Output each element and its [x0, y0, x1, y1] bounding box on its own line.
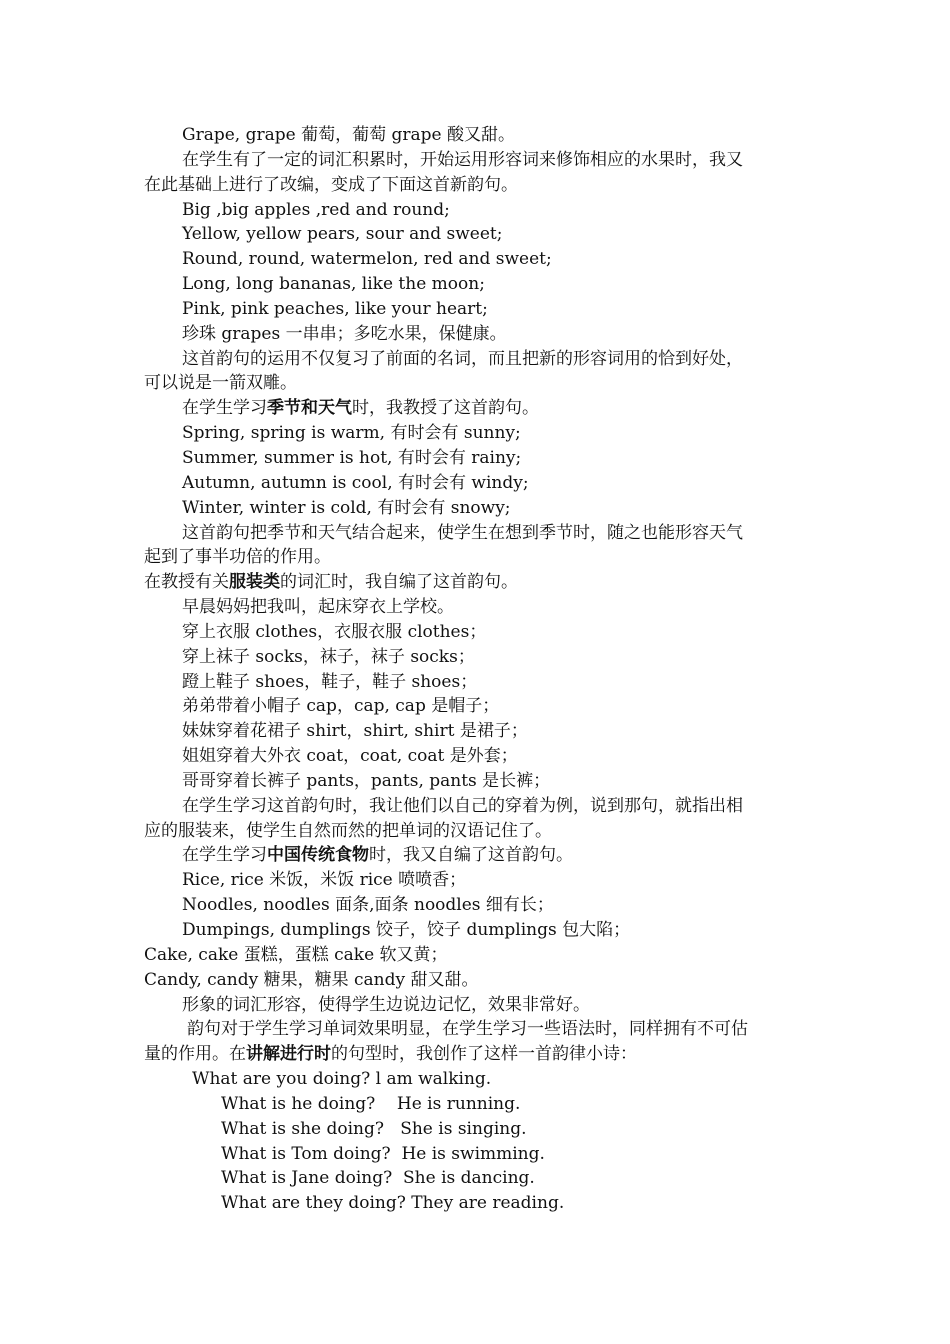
text-line: Yellow, yellow pears, sour and sweet;	[182, 224, 503, 245]
text-line: Dumpings, dumplings 饺子，饺子 dumplings 包大陷；	[182, 920, 631, 940]
poem-line: What are you doing? l am walking.	[192, 1069, 492, 1090]
text-segment: 时，我又自编了这首韵句。	[369, 845, 573, 866]
text-line: 起到了事半功倍的作用。	[144, 547, 331, 568]
poem-line: What are they doing? They are reading.	[221, 1193, 565, 1214]
text-line: 妹妹穿着花裙子 shirt，shirt, shirt 是裙子；	[182, 721, 528, 742]
text-segment: 在学生学习	[182, 845, 267, 866]
bold-keyword: 中国传统食物	[267, 845, 369, 866]
text-line: 这首韵句的运用不仅复习了前面的名词，而且把新的形容词用的恰到好处，	[182, 348, 743, 369]
text-line: 形象的词汇形容，使得学生边说边记忆，效果非常好。	[182, 994, 590, 1015]
text-segment: 的词汇时，我自编了这首韵句。	[280, 572, 518, 593]
text-line: 在此基础上进行了改编，变成了下面这首新韵句。	[144, 174, 518, 195]
bold-keyword: 服装类	[229, 572, 280, 593]
text-line: Candy, candy 糖果，糖果 candy 甜又甜。	[144, 969, 479, 990]
text-line: 穿上袜子 socks，袜子，袜子 socks；	[182, 646, 475, 667]
text-line: 应的服装来，使学生自然而然的把单词的汉语记住了。	[144, 820, 552, 841]
poem-line: What is she doing? She is singing.	[221, 1118, 527, 1139]
text-line: Cake, cake 蛋糕，蛋糕 cake 软又黄；	[144, 944, 448, 965]
text-line-with-bold	[144, 396, 812, 421]
text-line: Rice, rice 米饭，米饭 rice 喷喷香；	[182, 870, 467, 891]
text-line-with-bold	[144, 570, 812, 595]
text-line: 蹬上鞋子 shoes，鞋子，鞋子 shoes；	[182, 671, 478, 692]
text-line: 哥哥穿着长裤子 pants，pants, pants 是长裤；	[182, 770, 551, 791]
text-line: 姐姐穿着大外衣 coat，coat, coat 是外套；	[182, 746, 518, 767]
text-line: Noodles, noodles 面条,面条 noodles 细有长；	[182, 895, 554, 916]
text-line-with-bold	[144, 843, 812, 868]
poem-line: What is Jane doing? She is dancing.	[221, 1168, 535, 1189]
text-line: Autumn, autumn is cool, 有时会有 windy;	[182, 472, 529, 493]
text-line: 可以说是一箭双雕。	[144, 373, 297, 394]
text-line: 在学生有了一定的词汇积累时，开始运用形容词来修饰相应的水果时，我又	[182, 149, 743, 170]
bold-keyword: 讲解进行时	[246, 1044, 331, 1065]
text-segment: 在教授有关	[144, 572, 229, 593]
text-line: Spring, spring is warm, 有时会有 sunny;	[182, 423, 521, 444]
text-line: Winter, winter is cold, 有时会有 snowy;	[182, 497, 511, 518]
text-line: Summer, summer is hot, 有时会有 rainy;	[182, 447, 522, 468]
text-segment: 的句型时，我创作了这样一首韵律小诗：	[331, 1044, 637, 1065]
text-segment: 时，我教授了这首韵句。	[352, 398, 539, 419]
text-line: Long, long bananas, like the moon;	[182, 274, 485, 295]
text-line: 韵句对于学生学习单词效果明显，在学生学习一些语法时，同样拥有不可估	[187, 1019, 748, 1040]
poem-line: What is Tom doing? He is swimming.	[221, 1143, 545, 1164]
text-line: Big ,big apples ,red and round;	[182, 199, 450, 220]
text-line: 弟弟带着小帽子 cap，cap, cap 是帽子；	[182, 696, 500, 717]
text-line: 珍珠 grapes 一串串；多吃水果，保健康。	[182, 323, 507, 344]
bold-keyword: 季节和天气	[267, 398, 352, 419]
text-segment: 量的作用。在	[144, 1044, 246, 1065]
text-line: 早晨妈妈把我叫，起床穿衣上学校。	[182, 597, 454, 618]
text-line: Grape, grape 葡萄，葡萄 grape 酸又甜。	[182, 125, 515, 145]
text-line: Round, round, watermelon, red and sweet;	[182, 249, 552, 270]
poem-line: What is he doing? He is running.	[221, 1093, 521, 1114]
document-page	[144, 123, 812, 1216]
text-line: 在学生学习这首韵句时，我让他们以自己的穿着为例，说到那句，就指出相	[182, 795, 743, 816]
text-line: 穿上衣服 clothes，衣服衣服 clothes；	[182, 621, 487, 642]
text-line-with-bold	[144, 1042, 812, 1067]
text-segment: 在学生学习	[182, 398, 267, 419]
text-line: 这首韵句把季节和天气结合起来，使学生在想到季节时，随之也能形容天气	[182, 522, 743, 543]
text-line: Pink, pink peaches, like your heart;	[182, 298, 488, 319]
